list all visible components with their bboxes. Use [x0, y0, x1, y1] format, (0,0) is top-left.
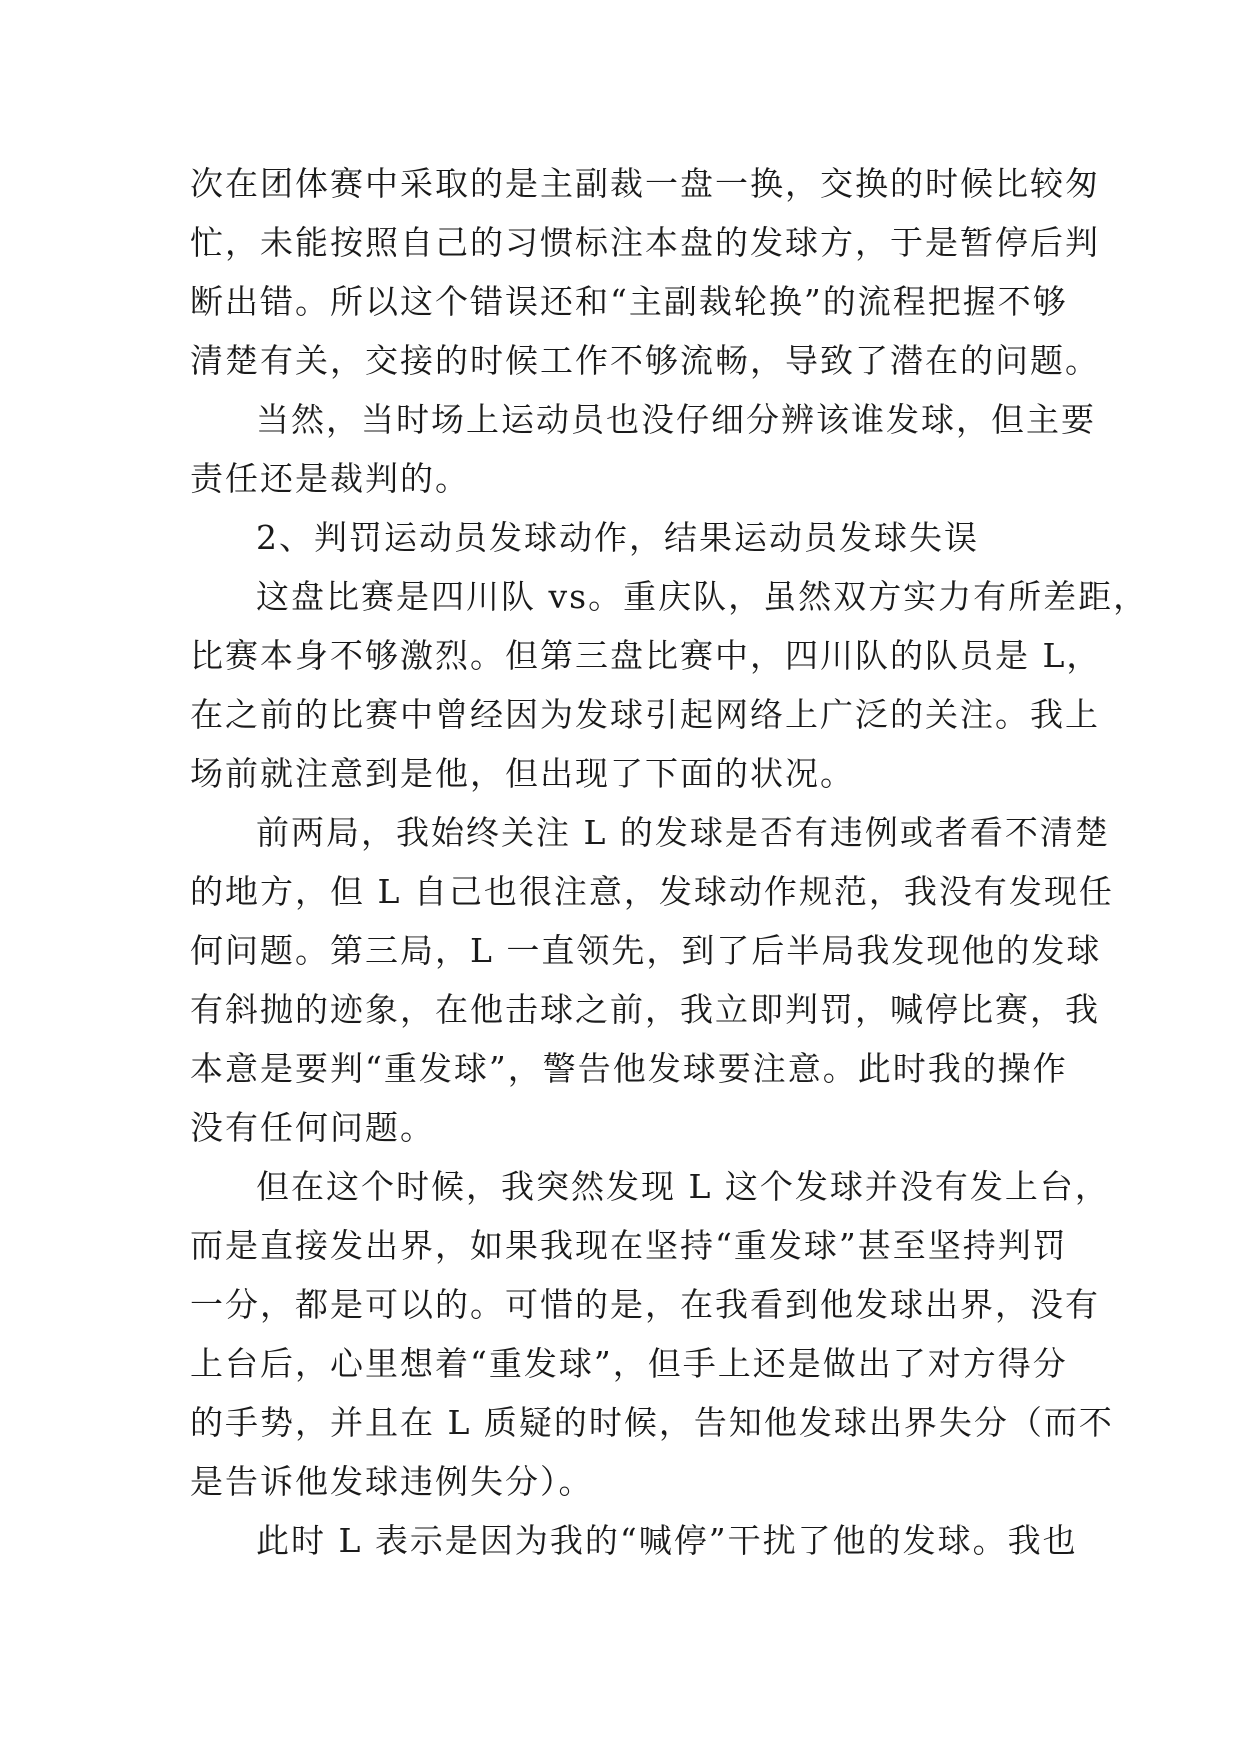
paragraph-first-line: 前两局，我始终关注 L 的发球是否有违例或者看不清楚 — [256, 813, 1110, 852]
paragraph-first-line: 但在这个时候，我突然发现 L 这个发球并没有发上台， — [256, 1167, 1110, 1206]
text-line: 清楚有关，交接的时候工作不够流畅，导致了潜在的问题。 — [190, 341, 1100, 380]
paragraph-first-line: 这盘比赛是四川队 vs。重庆队，虽然双方实力有所差距， — [256, 577, 1149, 616]
paragraph-first-line: 此时 L 表示是因为我的“喊停”干扰了他的发球。我也 — [256, 1521, 1078, 1560]
text-line: 没有任何问题。 — [190, 1108, 435, 1147]
paragraph-first-line: 当然，当时场上运动员也没仔细分辨该谁发球，但主要 — [256, 400, 1096, 439]
section-heading: 2、判罚运动员发球动作，结果运动员发球失误 — [256, 518, 979, 557]
text-line: 是告诉他发球违例失分）。 — [190, 1462, 594, 1501]
text-line: 场前就注意到是他，但出现了下面的状况。 — [190, 754, 855, 793]
text-line: 忙，未能按照自己的习惯标注本盘的发球方，于是暂停后判 — [190, 223, 1100, 262]
text-line: 而是直接发出界，如果我现在坚持“重发球”甚至坚持判罚 — [190, 1226, 1068, 1265]
text-line: 一分，都是可以的。可惜的是，在我看到他发球出界，没有 — [190, 1285, 1100, 1324]
text-line: 的手势，并且在 L 质疑的时候，告知他发球出界失分（而不 — [190, 1403, 1114, 1442]
text-line: 断出错。所以这个错误还和“主副裁轮换”的流程把握不够 — [190, 282, 1068, 321]
text-line: 何问题。第三局，L 一直领先，到了后半局我发现他的发球 — [190, 931, 1102, 970]
text-line: 责任还是裁判的。 — [190, 459, 470, 498]
text-line: 次在团体赛中采取的是主副裁一盘一换，交换的时候比较匆 — [190, 164, 1100, 203]
text-line: 上台后，心里想着“重发球”，但手上还是做出了对方得分 — [190, 1344, 1068, 1383]
text-line: 的地方，但 L 自己也很注意，发球动作规范，我没有发现任 — [190, 872, 1114, 911]
text-line: 本意是要判“重发球”，警告他发球要注意。此时我的操作 — [190, 1049, 1068, 1088]
text-line: 比赛本身不够激烈。但第三盘比赛中，四川队的队员是 L， — [190, 636, 1102, 675]
text-line: 有斜抛的迹象，在他击球之前，我立即判罚，喊停比赛，我 — [190, 990, 1100, 1029]
text-line: 在之前的比赛中曾经因为发球引起网络上广泛的关注。我上 — [190, 695, 1100, 734]
